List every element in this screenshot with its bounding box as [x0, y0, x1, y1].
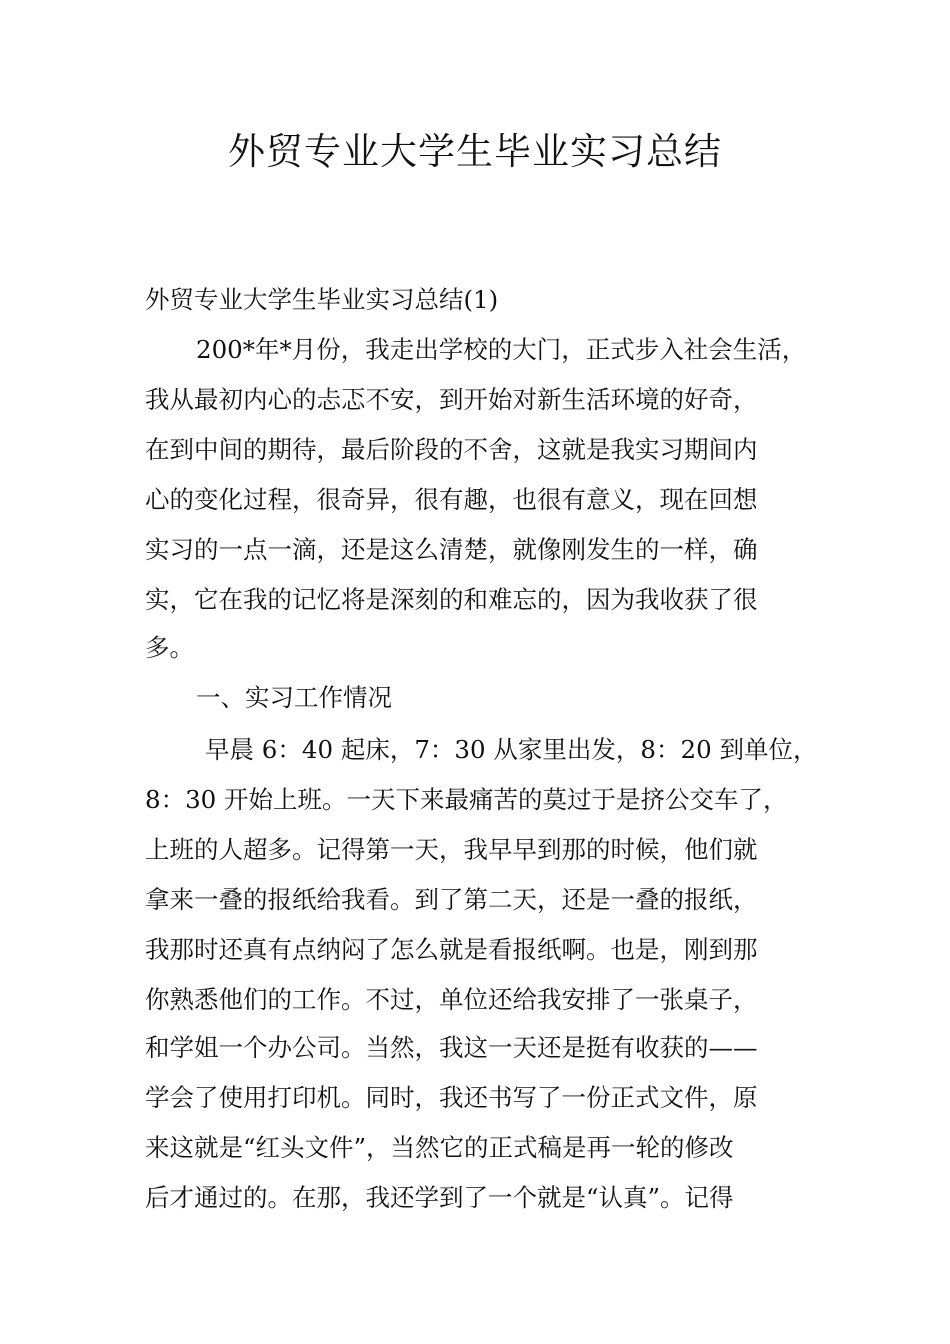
section-heading: 一、实习工作情况 [196, 683, 392, 712]
paragraph-line: 来这就是“红头文件”，当然它的正式稿是再一轮的修改 [145, 1133, 734, 1162]
paragraph-line: 心的变化过程，很奇异，很有趣，也很有意义，现在回想 [145, 485, 758, 514]
paragraph-line: 后才通过的。在那，我还学到了一个就是“认真”。记得 [145, 1183, 734, 1212]
section-subtitle: 外贸专业大学生毕业实习总结(1) [145, 285, 499, 314]
document-title: 外贸专业大学生毕业实习总结 [228, 130, 722, 173]
paragraph-line: 我那时还真有点纳闷了怎么就是看报纸啊。也是，刚到那 [145, 935, 758, 964]
paragraph-line: 早晨 6：40 起床，7：30 从家里出发，8：20 到单位， [205, 735, 818, 764]
paragraph-line: 拿来一叠的报纸给我看。到了第二天，还是一叠的报纸， [145, 885, 758, 914]
paragraph-line: 和学姐一个办公司。当然，我这一天还是挺有收获的—— [145, 1033, 758, 1062]
paragraph-line: 200*年*月份，我走出学校的大门，正式步入社会生活， [196, 335, 807, 364]
paragraph-line: 8：30 开始上班。一天下来最痛苦的莫过于是挤公交车了， [145, 785, 788, 814]
paragraph-line: 在到中间的期待，最后阶段的不舍，这就是我实习期间内 [145, 435, 758, 464]
paragraph-line: 实习的一点一滴，还是这么清楚，就像刚发生的一样，确 [145, 535, 758, 564]
paragraph-line: 实，它在我的记忆将是深刻的和难忘的，因为我收获了很 [145, 585, 758, 614]
paragraph-line: 你熟悉他们的工作。不过，单位还给我安排了一张桌子， [145, 985, 758, 1014]
paragraph-line: 学会了使用打印机。同时，我还书写了一份正式文件，原 [145, 1083, 758, 1112]
paragraph-line: 上班的人超多。记得第一天，我早早到那的时候，他们就 [145, 835, 758, 864]
paragraph-line: 多。 [145, 633, 194, 662]
paragraph-line: 我从最初内心的忐忑不安，到开始对新生活环境的好奇， [145, 385, 758, 414]
